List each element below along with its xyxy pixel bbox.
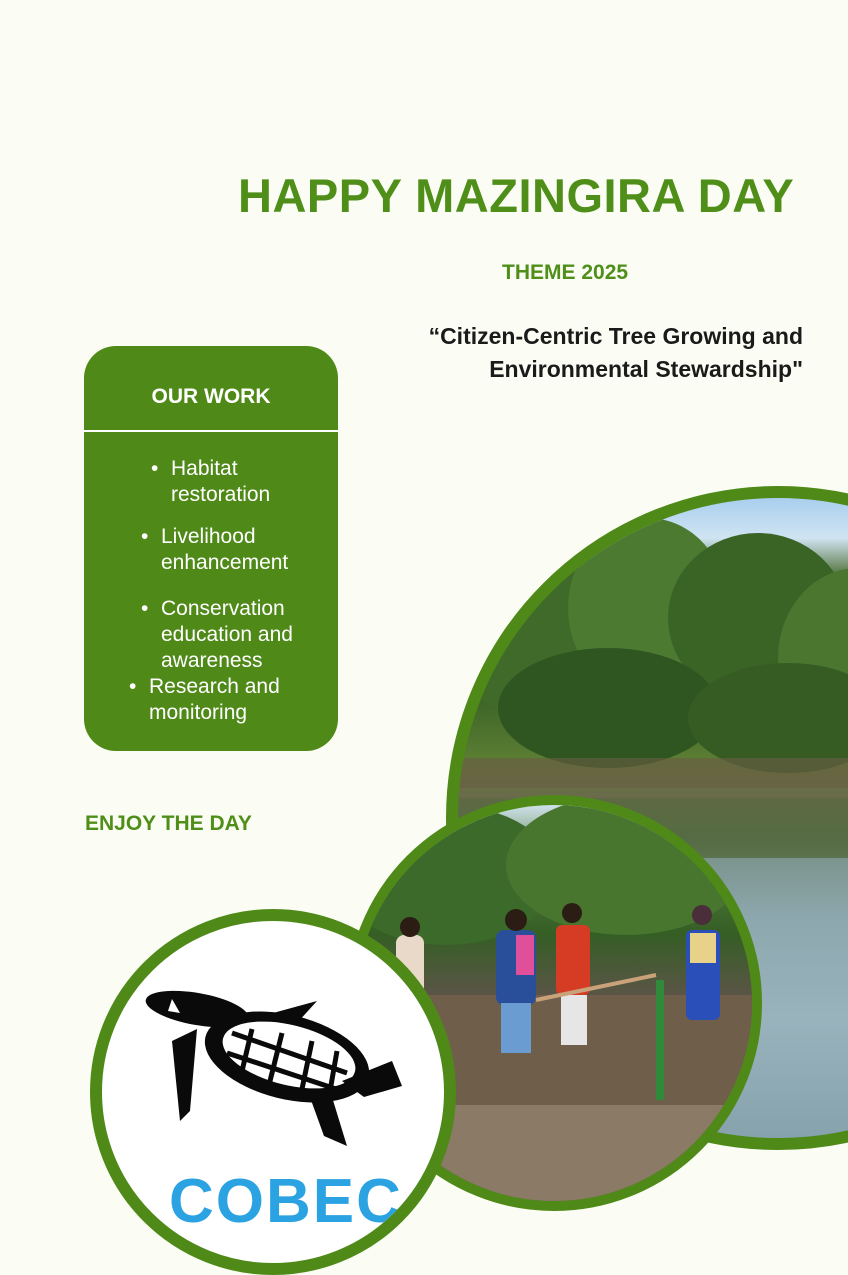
our-work-card xyxy=(84,346,338,751)
page-title: HAPPY MAZINGIRA DAY xyxy=(238,169,795,222)
list-item: • Habitat restoration xyxy=(151,457,271,506)
theme-quote-line-2: Environmental Stewardship" xyxy=(489,356,803,382)
cobec-wordmark: COBEC xyxy=(169,1167,403,1236)
bullet-icon: • xyxy=(141,525,149,548)
list-item: • Research and monitoring xyxy=(129,675,280,724)
bullet-icon: • xyxy=(141,597,149,620)
enjoy-text: ENJOY THE DAY xyxy=(85,812,252,835)
theme-label: THEME 2025 xyxy=(502,261,629,284)
list-item: • Conservation education and awareness xyxy=(141,597,293,672)
bullet-icon: • xyxy=(129,675,137,698)
bullet-icon: • xyxy=(151,457,159,480)
theme-quote xyxy=(360,320,803,386)
theme-quote-line-1: “Citizen-Centric Tree Growing and xyxy=(428,323,803,349)
cobec-logo xyxy=(90,909,456,1275)
list-item: • Livelihood enhancement xyxy=(141,525,289,574)
our-work-title: OUR WORK xyxy=(151,385,271,408)
our-work-divider xyxy=(84,430,338,432)
